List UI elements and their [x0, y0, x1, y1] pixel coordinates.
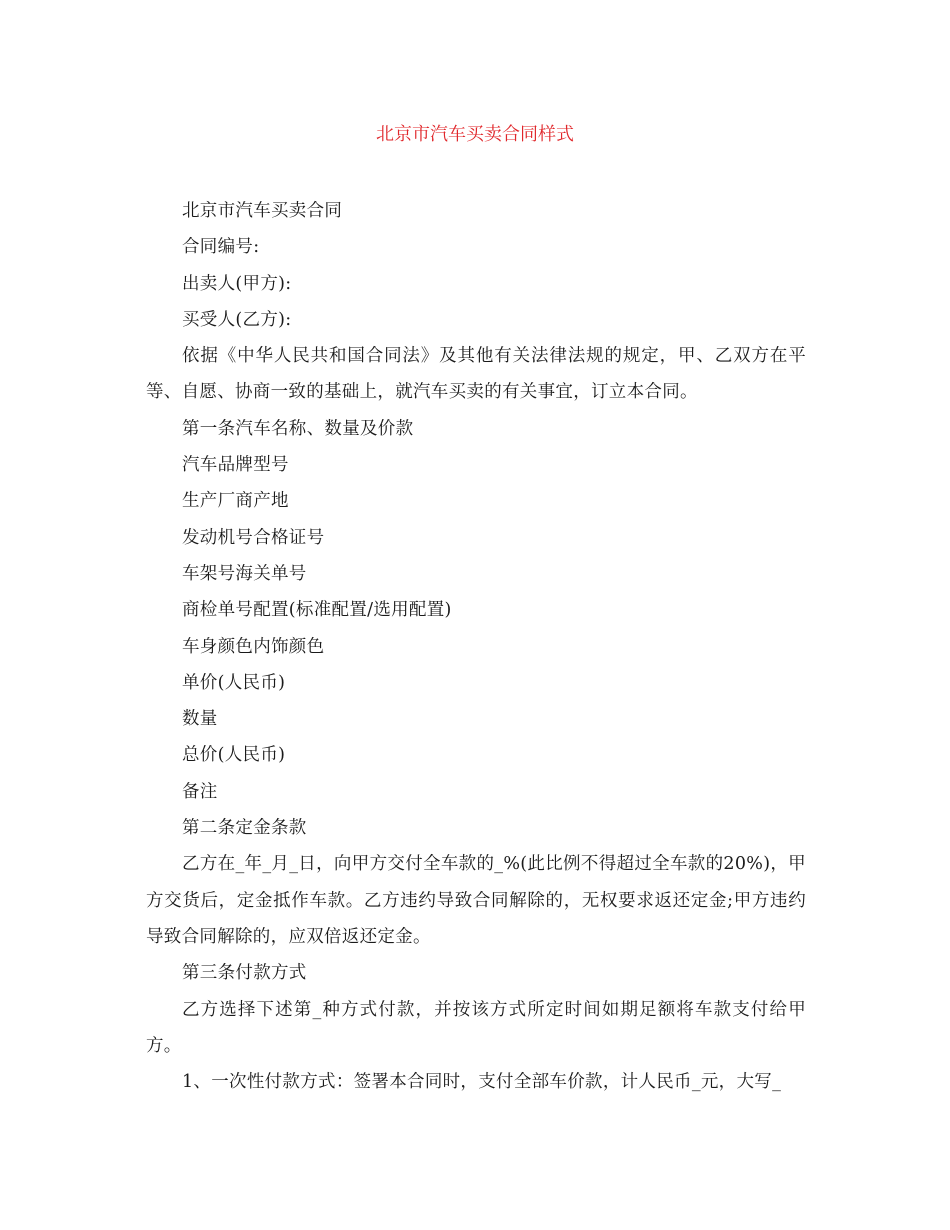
lump-sum-payment-paragraph: 1、一次性付款方式：签署本合同时，支付全部车价款，计人民币_元，大写_ — [182, 1072, 782, 1093]
article-1-heading: 第一条汽车名称、数量及价款 — [182, 418, 414, 439]
contract-heading: 北京市汽车买卖合同 — [182, 201, 343, 221]
preamble-paragraph: 依据《中华人民共和国合同法》及其他有关法律法规的规定，甲、乙双方在平等、自愿、协商一致的基础上，就汽车买卖的有关事宜，订立本合同。 — [146, 346, 806, 403]
field-colors: 车身颜色内饰颜色 — [182, 636, 325, 657]
buyer-line: 买受人(乙方): — [182, 309, 292, 330]
seller-line: 出卖人(甲方): — [182, 273, 292, 294]
document-title: 北京市汽车买卖合同样式 — [376, 124, 574, 145]
field-remarks: 备注 — [182, 781, 218, 802]
document-body — [146, 193, 806, 1100]
article-3-heading: 第三条付款方式 — [182, 963, 307, 984]
field-manufacturer-origin: 生产厂商产地 — [182, 491, 289, 512]
deposit-paragraph: 乙方在_年_月_日，向甲方交付全车款的_%(此比例不得超过全车款的20%)，甲方交货后，定金抵作车款。乙方违约导致合同解除的，无权要求返还定金;甲方违约导致合同解除的，应双倍返还定金。 — [146, 854, 806, 947]
field-engine-certificate: 发动机号合格证号 — [182, 527, 325, 548]
contract-number-line: 合同编号: — [182, 237, 260, 258]
field-unit-price: 单价(人民币) — [182, 672, 286, 693]
field-inspection-config: 商检单号配置(标准配置/选用配置) — [182, 600, 452, 621]
payment-choice-paragraph: 乙方选择下述第_种方式付款，并按该方式所定时间如期足额将车款支付给甲方。 — [146, 999, 806, 1056]
field-quantity: 数量 — [182, 709, 218, 730]
field-brand-model: 汽车品牌型号 — [182, 455, 289, 476]
field-frame-customs: 车架号海关单号 — [182, 563, 307, 584]
field-total-price: 总价(人民币) — [182, 745, 286, 766]
article-2-heading: 第二条定金条款 — [182, 818, 307, 839]
